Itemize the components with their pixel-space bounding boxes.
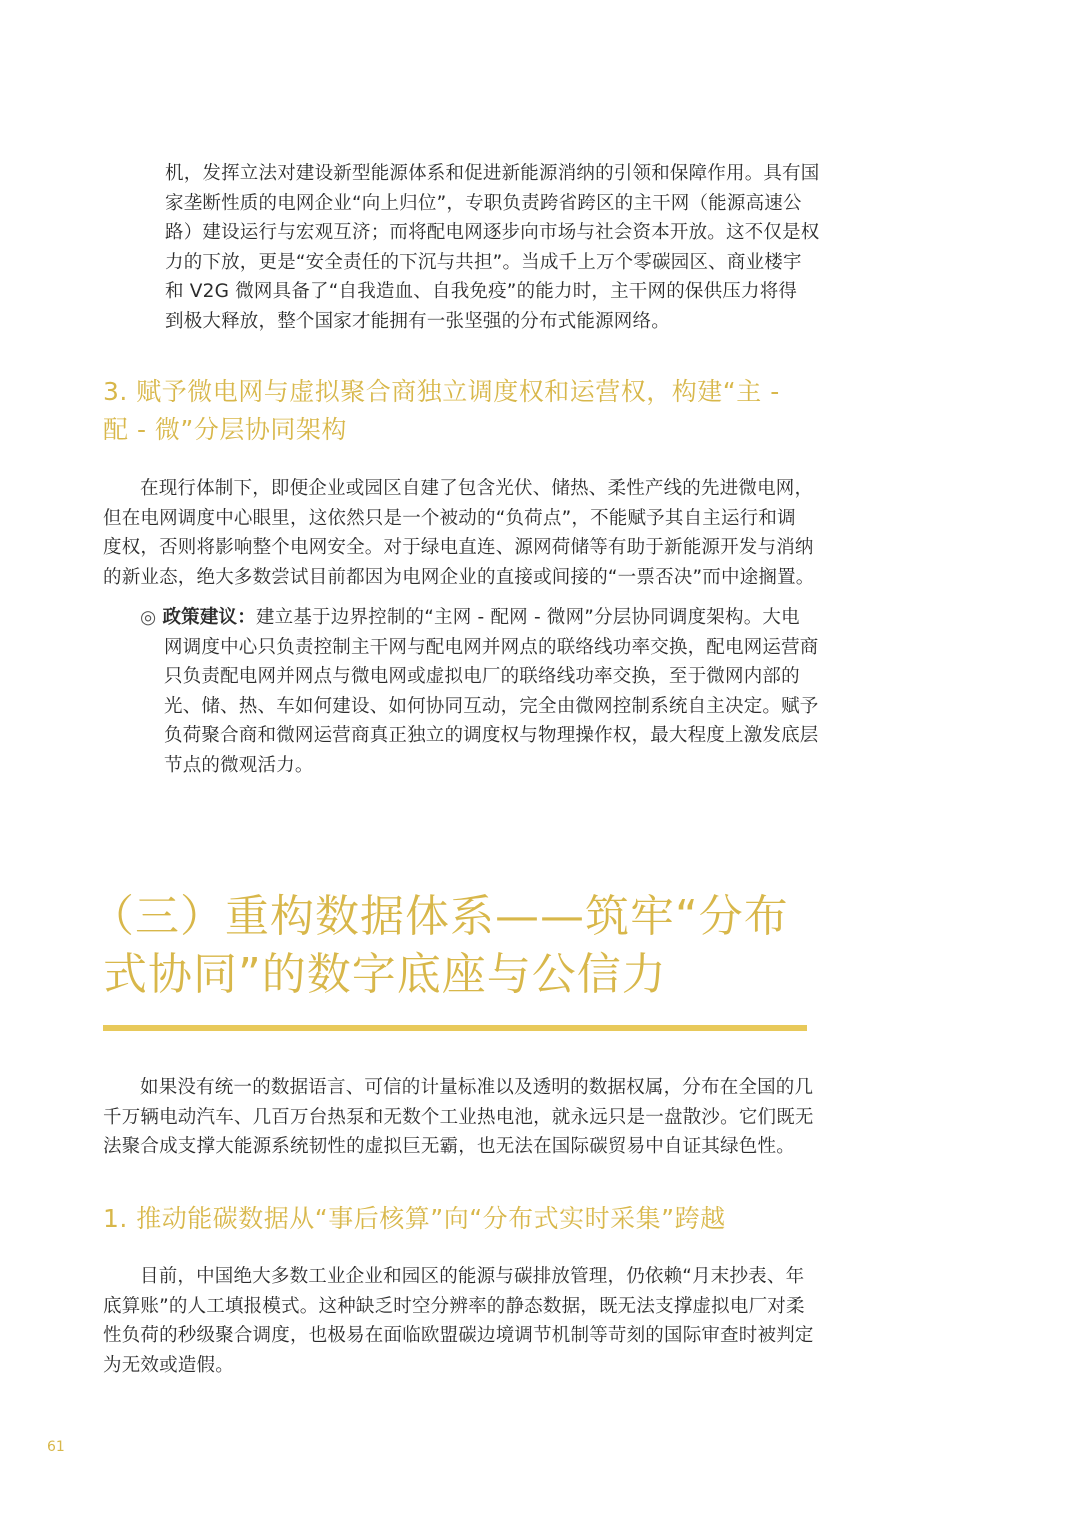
text-line: 到极大释放，整个国家才能拥有一张坚强的分布式能源网络。 <box>165 310 670 332</box>
text-line: 但在电网调度中心眼里，这依然只是一个被动的“负荷点”，不能赋予其自主运行和调 <box>103 507 796 529</box>
text-line: 路）建设运行与宏观互济；而将配电网逐步向市场与社会资本开放。这不仅是权 <box>165 222 820 243</box>
policy-first-line <box>140 603 808 633</box>
text-line: 度权，否则将影响整个电网安全。对于绿电直连、源网荷储等有助于新能源开发与消纳 <box>103 537 814 558</box>
text-line: 为无效或造假。 <box>103 1354 234 1376</box>
text-line: 在现行体制下，即便企业或园区自建了包含光伏、储热、柔性产线的先进微电网， <box>140 478 814 499</box>
text-line: 的新业态，绝大多数尝试目前都因为电网企业的直接或间接的“一票否决”而中途搁置。 <box>103 566 815 588</box>
subheading-line: 1. 推动能碳数据从“事后核算”向“分布式实时采集”跨越 <box>103 1204 726 1233</box>
section-heading-line: （三）重构数据体系——筑牢“分布 <box>90 891 789 942</box>
text-line: 机，发挥立法对建设新型能源体系和促进新能源消纳的引领和保障作用。具有国 <box>165 163 820 184</box>
paragraph-carbon-data <box>103 1262 814 1380</box>
text-line: 如果没有统一的数据语言、可信的计量标准以及透明的数据权属，分布在全国的几 <box>140 1077 814 1098</box>
text-line: 力的下放，更是“安全责任的下沉与共担”。当成千上万个零碳园区、商业楼宇 <box>165 251 802 273</box>
paragraph-intro-continued <box>165 159 820 336</box>
policy-text: 建立基于边界控制的“主网 - 配网 - 微网”分层协同调度架构。大电 <box>255 607 800 628</box>
subheading-line: 配 - 微”分层协同架构 <box>103 415 347 444</box>
text-line: 法聚合成支撑大能源系统韧性的虚拟巨无霸，也无法在国际碳贸易中自证其绿色性。 <box>103 1136 795 1157</box>
text-line: 家垄断性质的电网企业“向上归位”，专职负责跨省跨区的主干网（能源高速公 <box>165 192 802 214</box>
paragraph-data-system <box>103 1073 814 1162</box>
paragraph-microgrid <box>103 474 815 592</box>
text-line: 网调度中心只负责控制主干网与配电网并网点的联络线功率交换，配电网运营商 <box>164 636 819 658</box>
bullet-circle-icon: ◎ <box>140 607 157 628</box>
text-line: 只负责配电网并网点与微电网或虚拟电厂的联络线功率交换，至于微网内部的 <box>164 666 800 687</box>
subheading-3 <box>103 373 780 449</box>
text-line: 底算账”的人工填报模式。这种缺乏时空分辨率的静态数据，既无法支撑虚拟电厂对柔 <box>103 1295 805 1317</box>
subheading-line: 3. 赋予微电网与虚拟聚合商独立调度权和运营权，构建“主 - <box>103 377 780 406</box>
section-divider <box>103 1025 807 1031</box>
text-line: 光、储、热、车如何建设、如何协同互动，完全由微网控制系统自主决定。赋予 <box>164 695 819 717</box>
section-heading-3 <box>90 888 789 1004</box>
policy-label: 政策建议： <box>162 607 256 628</box>
text-line: 负荷聚合商和微网运营商真正独立的调度权与物理操作权，最大程度上激发底层 <box>164 725 819 746</box>
page-number: 61 <box>47 1439 65 1455</box>
text-line: 和 V2G 微网具备了“自我造血、自我免疫”的能力时，主干网的保供压力将得 <box>165 281 798 302</box>
text-line: 目前，中国绝大多数工业企业和园区的能源与碳排放管理，仍依赖“月末抄表、年 <box>140 1266 805 1287</box>
subheading-1 <box>103 1200 726 1238</box>
policy-suggestion <box>140 603 819 780</box>
section-heading-line: 式协同”的数字底座与公信力 <box>103 949 667 1000</box>
text-line: 节点的微观活力。 <box>164 754 314 776</box>
text-line: 千万辆电动汽车、几百万台热泵和无数个工业热电池，就永远只是一盘散沙。它们既无 <box>103 1106 814 1128</box>
text-line: 性负荷的秒级聚合调度，也极易在面临欧盟碳边境调节机制等苛刻的国际审查时被判定 <box>103 1325 814 1346</box>
